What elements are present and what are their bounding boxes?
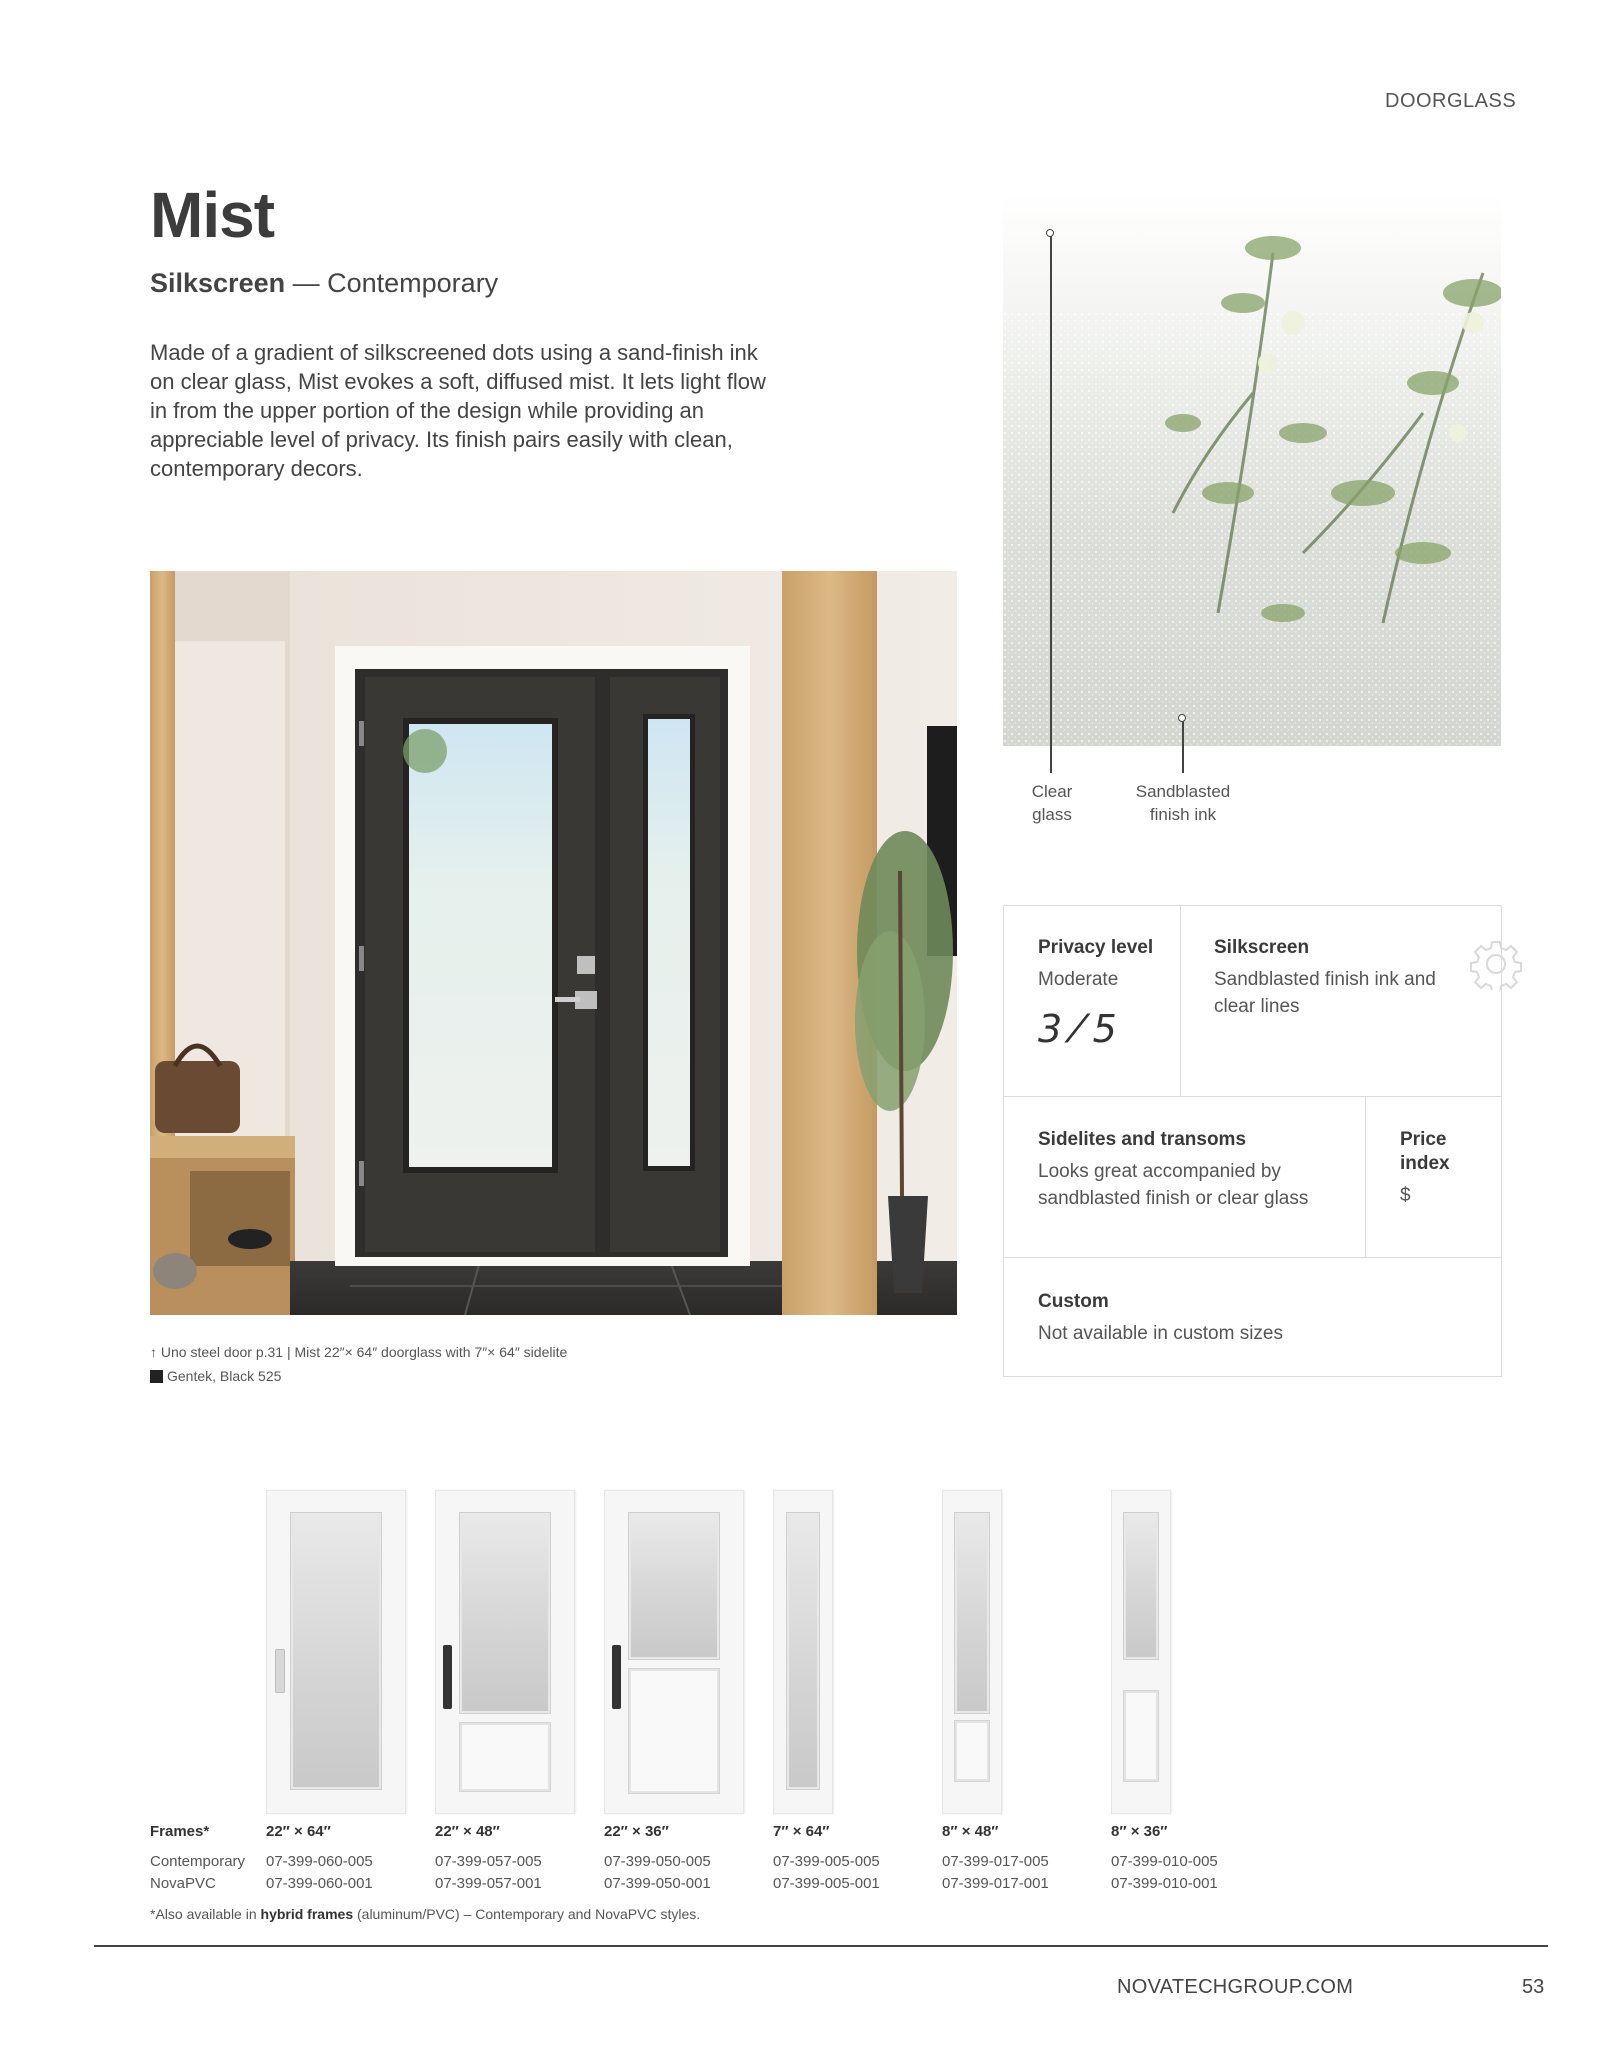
door-glass [955,1513,989,1713]
silkscreen-cell [1214,936,1444,1020]
sandblasted-label-line1: Sandblasted [1135,782,1231,801]
code-contemporary: 07-399-010-005 [1111,1853,1218,1870]
frames-footnote [150,1906,700,1922]
footer-divider [94,1945,1548,1947]
door-glass [291,1513,381,1789]
door-thumbnail-22x64 [266,1490,406,1814]
code-contemporary: 07-399-050-005 [604,1853,711,1870]
silkscreen-title: Silkscreen [1214,937,1310,958]
sandblasted-label [1122,780,1244,826]
sandblasted-label-line2: finish ink [1149,805,1217,824]
size-8x48: 8″ × 48″ [942,1823,999,1840]
silkscreen-text: Sandblasted finish ink and clear lines [1214,969,1436,1017]
sandblasted-callout-line [1182,718,1184,773]
size-7x64: 7″ × 64″ [773,1823,830,1840]
clear-glass-callout-line [1050,233,1052,773]
door-glass [460,1513,550,1713]
code-novapvc: 07-399-010-001 [1111,1875,1218,1892]
custom-text: Not available in custom sizes [1038,1323,1283,1344]
code-novapvc: 07-399-057-001 [435,1875,542,1892]
door-glass [629,1513,719,1659]
photo-caption [150,1340,567,1388]
privacy-score: 3 ⁄ 5 [1038,1007,1117,1051]
clear-glass-label-line2: glass [1032,805,1072,824]
code-contemporary: 07-399-005-005 [773,1853,880,1870]
product-category: Silkscreen [150,268,286,298]
mist-glass-illustration [1003,193,1501,746]
sidelites-text: Looks great accompanied by sandblasted finish or clear glass [1038,1161,1309,1209]
product-style: Contemporary [327,268,499,298]
section-label: DOORGLASS [1385,90,1517,112]
row-label-novapvc: NovaPVC [150,1875,216,1892]
door-thumbnail-7x64 [773,1490,833,1814]
caption-color [150,1364,567,1388]
privacy-cell [1038,936,1173,1051]
door-panel [460,1723,550,1791]
sidelites-cell [1038,1128,1348,1212]
custom-title: Custom [1038,1291,1109,1312]
door-glass [787,1513,819,1789]
size-22x48: 22″ × 48″ [435,1823,500,1840]
code-novapvc: 07-399-060-001 [266,1875,373,1892]
code-contemporary: 07-399-057-005 [435,1853,542,1870]
glass-closeup-image [1003,193,1501,746]
door-thumbnail-8x36 [1111,1490,1171,1814]
size-8x36: 8″ × 36″ [1111,1823,1168,1840]
door-panel [629,1669,719,1793]
subtitle-dash: — [285,268,328,298]
size-22x64: 22″ × 64″ [266,1823,331,1840]
product-title: Mist [150,179,274,251]
color-swatch [150,1370,163,1383]
gear-icon [1470,938,1522,990]
caption-color-label: Gentek, Black 525 [167,1368,282,1384]
spec-divider [1180,906,1181,1096]
clear-glass-label [1010,780,1094,826]
frames-header: Frames* [150,1823,210,1840]
door-thumbnail-22x48 [435,1490,575,1814]
product-subtitle [150,268,498,299]
clear-glass-label-line1: Clear [1031,782,1073,801]
door-handle [612,1645,621,1709]
product-description: Made of a gradient of silkscreened dots using a sand-finish ink on clear glass, Mist evokes a soft, diffused mist. It lets light flow in from the upper portion of the design while providing an appreciable level of privacy. Its finish pairs easily with clean, contemporary decors. [150,340,766,481]
privacy-value: Moderate [1038,969,1119,990]
door-panel [955,1721,989,1781]
door-handle [443,1645,452,1709]
entryway-illustration [150,571,957,1315]
door-thumbnail-8x48 [942,1490,1002,1814]
code-novapvc: 07-399-017-001 [942,1875,1049,1892]
price-title: Price index [1400,1129,1450,1174]
code-novapvc: 07-399-005-001 [773,1875,880,1892]
door-glass [1124,1513,1158,1659]
footnote-post: (aluminum/PVC) – Contemporary and NovaPVC styles. [353,1906,701,1922]
size-22x36: 22″ × 36″ [604,1823,669,1840]
footer-website: NOVATECHGROUP.COM [1117,1976,1354,1998]
page-number: 53 [1522,1976,1545,1998]
footnote-pre: *Also available in [150,1906,261,1922]
spec-divider [1365,1096,1366,1257]
door-handle [275,1649,285,1693]
caption-door-info: ↑ Uno steel door p.31 | Mist 22″× 64″ doorglass with 7″× 64″ sidelite [150,1344,568,1360]
sandblasted-callout-dot [1178,714,1186,722]
code-contemporary: 07-399-017-005 [942,1853,1049,1870]
spec-divider [1004,1096,1501,1097]
footnote-bold: hybrid frames [260,1906,354,1922]
row-label-contemporary: Contemporary [150,1853,246,1870]
price-value: $ [1400,1185,1411,1206]
room-photo [150,571,957,1315]
door-panel [1124,1691,1158,1781]
door-thumbnail-22x36 [604,1490,744,1814]
spec-table [1003,905,1502,1377]
code-contemporary: 07-399-060-005 [266,1853,373,1870]
custom-cell [1038,1290,1458,1347]
privacy-title: Privacy level [1038,937,1154,958]
clear-glass-callout-dot [1046,229,1054,237]
price-cell [1400,1128,1490,1209]
sidelites-title: Sidelites and transoms [1038,1129,1247,1150]
spec-divider [1004,1257,1501,1258]
code-novapvc: 07-399-050-001 [604,1875,711,1892]
